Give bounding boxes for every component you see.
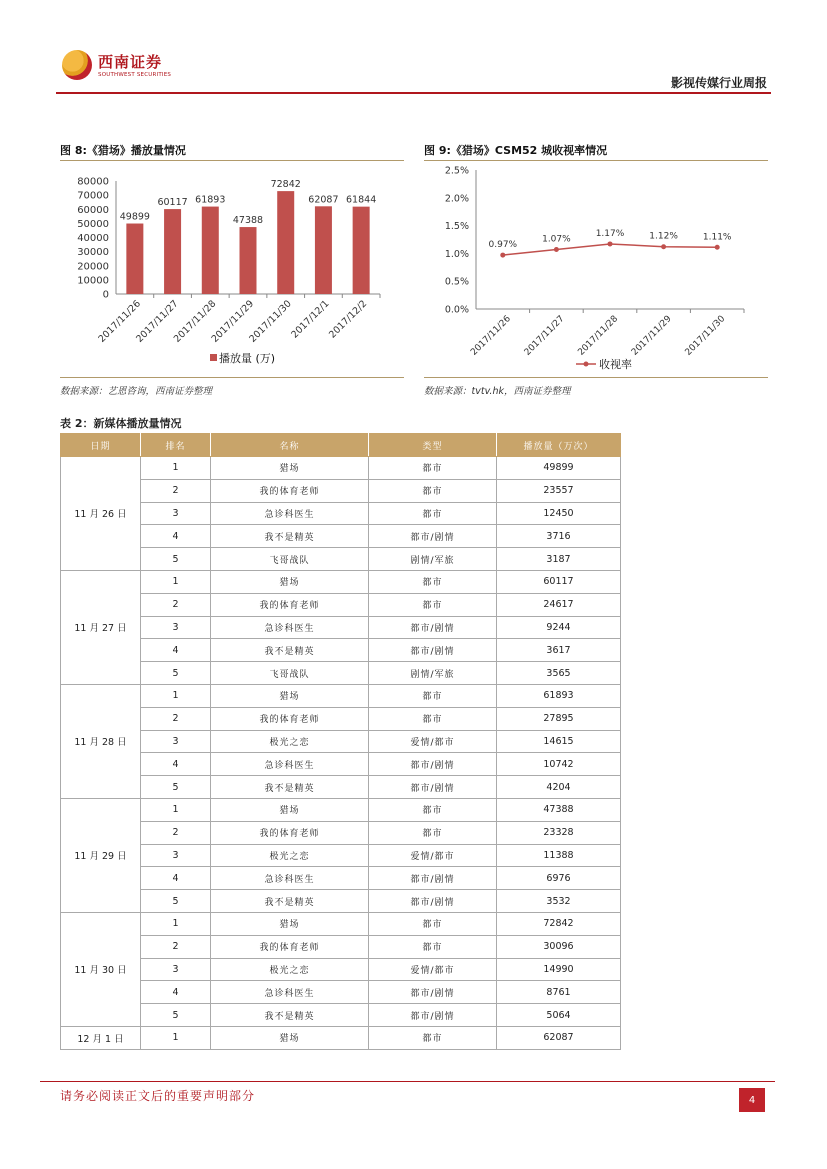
y-tick-label: 2.0% — [444, 193, 469, 205]
play-count-bar-chart — [60, 164, 404, 376]
x-tick-label: 2017/11/26 — [469, 314, 513, 358]
plays-cell: 8761 — [497, 981, 621, 1004]
figure-9-source: 数据来源：tvtv.hk，西南证券整理 — [424, 386, 571, 397]
rank-cell: 4 — [141, 639, 211, 662]
y-tick-label: 1.0% — [444, 248, 469, 260]
bar-value-label: 47388 — [232, 215, 264, 227]
plays-cell: 14615 — [497, 730, 621, 753]
y-tick-label: 40000 — [77, 233, 109, 244]
plays-cell: 30096 — [497, 935, 621, 958]
title-cell: 急诊科医生 — [211, 981, 369, 1004]
plays-cell: 3716 — [497, 525, 621, 548]
rank-cell: 1 — [141, 1026, 211, 1049]
legend-swatch — [210, 354, 217, 361]
plays-cell: 24617 — [497, 593, 621, 616]
figure-9-bottom-rule — [424, 377, 768, 378]
rank-cell: 4 — [141, 981, 211, 1004]
rank-cell: 1 — [141, 570, 211, 593]
genre-cell: 都市 — [369, 684, 497, 707]
data-point — [661, 244, 666, 249]
bar — [202, 207, 219, 294]
point-value-label: 0.97% — [488, 240, 518, 251]
x-tick-label: 2017/11/30 — [683, 314, 728, 358]
data-point — [500, 253, 505, 258]
title-cell: 我不是精英 — [211, 1004, 369, 1027]
rank-cell: 5 — [141, 776, 211, 799]
plays-cell: 49899 — [497, 457, 621, 480]
x-tick-label: 2017/11/29 — [629, 314, 674, 358]
table-row — [61, 1026, 621, 1049]
data-point — [608, 241, 613, 246]
rank-cell: 1 — [141, 684, 211, 707]
table-row — [61, 570, 621, 593]
rank-cell: 2 — [141, 479, 211, 502]
bar-value-label: 62087 — [308, 194, 339, 206]
logo-english-name: SOUTHWEST SECURITIES — [98, 72, 172, 78]
x-tick-label: 2017/11/29 — [209, 298, 257, 345]
table-row — [61, 639, 621, 662]
figure-8-top-rule — [60, 160, 404, 161]
bar — [353, 207, 370, 294]
rank-cell: 2 — [141, 707, 211, 730]
genre-cell: 都市/剧情 — [369, 753, 497, 776]
plays-cell: 62087 — [497, 1026, 621, 1049]
plays-cell: 3532 — [497, 890, 621, 913]
y-tick-label: 30000 — [77, 247, 109, 259]
rank-cell: 3 — [141, 502, 211, 525]
genre-cell: 都市 — [369, 593, 497, 616]
plays-cell: 9244 — [497, 616, 621, 639]
genre-cell: 爱情/都市 — [369, 958, 497, 981]
legend-label: 播放量 (万) — [219, 352, 276, 365]
table-header-row — [61, 434, 621, 457]
disclaimer-note: 请务必阅读正文后的重要声明部分 — [60, 1089, 256, 1103]
table-row — [61, 912, 621, 935]
genre-cell: 都市 — [369, 798, 497, 821]
bar-value-label: 61893 — [195, 194, 226, 206]
rank-cell: 5 — [141, 890, 211, 913]
figure-8-bottom-rule — [60, 377, 404, 378]
title-cell: 极光之恋 — [211, 844, 369, 867]
rank-cell: 1 — [141, 798, 211, 821]
bar — [164, 209, 181, 294]
title-cell: 飞哥战队 — [211, 662, 369, 685]
title-cell: 我的体育老师 — [211, 479, 369, 502]
plays-cell: 14990 — [497, 958, 621, 981]
table-row — [61, 867, 621, 890]
genre-cell: 都市 — [369, 935, 497, 958]
y-tick-label: 10000 — [77, 275, 109, 287]
title-cell: 猎场 — [211, 912, 369, 935]
genre-cell: 都市 — [369, 912, 497, 935]
genre-cell: 爱情/都市 — [369, 730, 497, 753]
genre-cell: 都市 — [369, 502, 497, 525]
genre-cell: 都市/剧情 — [369, 616, 497, 639]
table-row — [61, 958, 621, 981]
y-tick-label: 50000 — [77, 218, 109, 230]
genre-cell: 剧情/军旅 — [369, 662, 497, 685]
title-cell: 猎场 — [211, 570, 369, 593]
page-number: 4 — [739, 1088, 765, 1112]
rank-cell: 2 — [141, 935, 211, 958]
x-tick-label: 2017/12/1 — [289, 298, 332, 341]
title-cell: 急诊科医生 — [211, 753, 369, 776]
title-cell: 我不是精英 — [211, 776, 369, 799]
genre-cell: 都市/剧情 — [369, 525, 497, 548]
bar-value-label: 60117 — [157, 197, 188, 209]
bar — [315, 206, 332, 294]
figure-9-title: 图 9:《猎场》CSM52 城收视率情况 — [424, 144, 608, 157]
rank-cell: 4 — [141, 867, 211, 890]
genre-cell: 都市 — [369, 1026, 497, 1049]
table-row — [61, 753, 621, 776]
header-rank: 排名 — [141, 434, 211, 457]
rank-cell: 4 — [141, 525, 211, 548]
table-row — [61, 616, 621, 639]
title-cell: 我的体育老师 — [211, 821, 369, 844]
table-row — [61, 776, 621, 799]
plays-cell: 47388 — [497, 798, 621, 821]
plays-cell: 61893 — [497, 684, 621, 707]
table-row — [61, 821, 621, 844]
table-row — [61, 1004, 621, 1027]
rank-cell: 3 — [141, 616, 211, 639]
table-row — [61, 548, 621, 571]
title-cell: 极光之恋 — [211, 730, 369, 753]
genre-cell: 剧情/军旅 — [369, 548, 497, 571]
x-tick-label: 2017/11/30 — [247, 298, 294, 345]
genre-cell: 都市/剧情 — [369, 890, 497, 913]
title-cell: 我不是精英 — [211, 890, 369, 913]
plays-cell: 60117 — [497, 570, 621, 593]
x-tick-label: 2017/12/2 — [327, 298, 370, 341]
table-row — [61, 593, 621, 616]
genre-cell: 都市 — [369, 821, 497, 844]
y-tick-label: 20000 — [77, 261, 109, 273]
point-value-label: 1.11% — [702, 232, 732, 243]
figure-8-source: 数据来源：艺恩咨询，西南证券整理 — [60, 386, 213, 397]
genre-cell: 都市 — [369, 457, 497, 480]
plays-cell: 5064 — [497, 1004, 621, 1027]
table-row — [61, 844, 621, 867]
date-cell: 11 月 30 日 — [61, 912, 141, 1026]
bar — [277, 191, 294, 294]
title-cell: 猎场 — [211, 457, 369, 480]
plays-cell: 3617 — [497, 639, 621, 662]
point-value-label: 1.17% — [595, 228, 625, 239]
rank-cell: 2 — [141, 593, 211, 616]
date-cell: 11 月 28 日 — [61, 684, 141, 798]
date-cell: 11 月 27 日 — [61, 570, 141, 684]
new-media-play-table — [60, 433, 621, 1050]
header-plays: 播放量（万次） — [497, 434, 621, 457]
legend-marker — [584, 362, 589, 367]
table-row — [61, 479, 621, 502]
table-row — [61, 502, 621, 525]
genre-cell: 都市/剧情 — [369, 867, 497, 890]
rank-cell: 5 — [141, 1004, 211, 1027]
table-row — [61, 525, 621, 548]
data-point — [715, 245, 720, 250]
plays-cell: 12450 — [497, 502, 621, 525]
bar-value-label: 72842 — [270, 179, 301, 191]
rank-cell: 1 — [141, 912, 211, 935]
plays-cell: 27895 — [497, 707, 621, 730]
plays-cell: 23557 — [497, 479, 621, 502]
header-date: 日期 — [61, 434, 141, 457]
rank-cell: 5 — [141, 548, 211, 571]
rank-cell: 5 — [141, 662, 211, 685]
point-value-label: 1.07% — [542, 234, 571, 245]
y-tick-label: 0.0% — [444, 304, 469, 316]
rating-line-chart — [424, 164, 768, 376]
header-type: 类型 — [369, 434, 497, 457]
table-row — [61, 662, 621, 685]
figure-9-top-rule — [424, 160, 768, 161]
bar-value-label: 61844 — [346, 194, 377, 206]
table-row — [61, 730, 621, 753]
title-cell: 猎场 — [211, 684, 369, 707]
genre-cell: 都市/剧情 — [369, 776, 497, 799]
title-cell: 飞哥战队 — [211, 548, 369, 571]
y-tick-label: 70000 — [77, 190, 109, 202]
table-row — [61, 890, 621, 913]
date-cell: 12 月 1 日 — [61, 1026, 141, 1049]
data-point — [554, 247, 559, 252]
y-tick-label: 0 — [102, 289, 109, 301]
plays-cell: 72842 — [497, 912, 621, 935]
genre-cell: 都市/剧情 — [369, 1004, 497, 1027]
plays-cell: 11388 — [497, 844, 621, 867]
x-tick-label: 2017/11/28 — [576, 314, 621, 358]
x-tick-label: 2017/11/27 — [134, 298, 181, 345]
title-cell: 急诊科医生 — [211, 616, 369, 639]
genre-cell: 都市/剧情 — [369, 981, 497, 1004]
header-name: 名称 — [211, 434, 369, 457]
plays-cell: 3565 — [497, 662, 621, 685]
y-tick-label: 80000 — [77, 176, 109, 188]
footer-divider — [40, 1081, 775, 1082]
company-logo — [62, 50, 172, 84]
y-tick-label: 1.5% — [444, 221, 469, 233]
figure-8-title: 图 8:《猎场》播放量情况 — [60, 144, 186, 157]
title-cell: 急诊科医生 — [211, 502, 369, 525]
legend-label: 收视率 — [599, 358, 632, 371]
table-row — [61, 935, 621, 958]
plays-cell: 3187 — [497, 548, 621, 571]
title-cell: 猎场 — [211, 1026, 369, 1049]
table-row — [61, 684, 621, 707]
plays-cell: 10742 — [497, 753, 621, 776]
title-cell: 极光之恋 — [211, 958, 369, 981]
plays-cell: 23328 — [497, 821, 621, 844]
rank-cell: 3 — [141, 844, 211, 867]
title-cell: 我的体育老师 — [211, 707, 369, 730]
plays-cell: 4204 — [497, 776, 621, 799]
title-cell: 我不是精英 — [211, 639, 369, 662]
table-row — [61, 798, 621, 821]
table-row — [61, 707, 621, 730]
rank-cell: 4 — [141, 753, 211, 776]
title-cell: 我不是精英 — [211, 525, 369, 548]
title-cell: 急诊科医生 — [211, 867, 369, 890]
plays-cell: 6976 — [497, 867, 621, 890]
logo-chinese-name: 西南证券 — [98, 53, 163, 71]
genre-cell: 都市 — [369, 570, 497, 593]
rank-cell: 2 — [141, 821, 211, 844]
table-row — [61, 457, 621, 480]
genre-cell: 爱情/都市 — [369, 844, 497, 867]
header-divider — [56, 92, 771, 94]
title-cell: 我的体育老师 — [211, 935, 369, 958]
rank-cell: 3 — [141, 958, 211, 981]
y-tick-label: 0.5% — [444, 276, 469, 288]
genre-cell: 都市/剧情 — [369, 639, 497, 662]
date-cell: 11 月 29 日 — [61, 798, 141, 912]
rank-cell: 1 — [141, 457, 211, 480]
y-tick-label: 2.5% — [444, 165, 469, 177]
point-value-label: 1.12% — [649, 231, 678, 242]
table-body — [61, 457, 621, 1050]
bar — [126, 224, 143, 294]
report-title: 影视传媒行业周报 — [670, 76, 767, 90]
bar — [240, 227, 257, 294]
x-tick-label: 2017/11/28 — [171, 298, 219, 345]
rank-cell: 3 — [141, 730, 211, 753]
bar-value-label: 49899 — [119, 211, 150, 223]
date-cell: 11 月 26 日 — [61, 457, 141, 571]
table-row — [61, 981, 621, 1004]
table-2-title: 表 2：新媒体播放量情况 — [60, 417, 182, 430]
x-tick-label: 2017/11/27 — [522, 314, 567, 358]
genre-cell: 都市 — [369, 479, 497, 502]
title-cell: 我的体育老师 — [211, 593, 369, 616]
title-cell: 猎场 — [211, 798, 369, 821]
x-tick-label: 2017/11/26 — [96, 298, 143, 345]
genre-cell: 都市 — [369, 707, 497, 730]
logo-mark-icon — [62, 50, 92, 80]
y-tick-label: 60000 — [77, 204, 109, 216]
